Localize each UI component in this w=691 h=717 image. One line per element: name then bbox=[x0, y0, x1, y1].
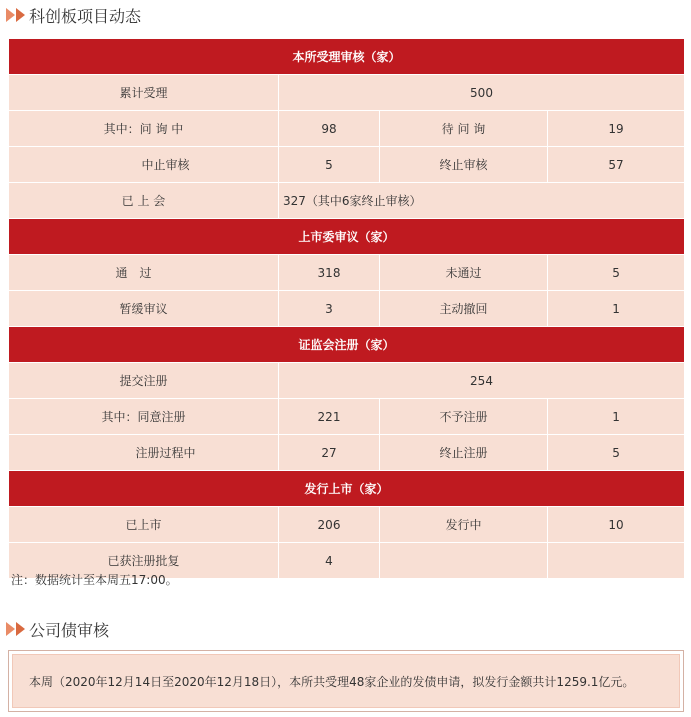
section-heading-corporate-bonds bbox=[6, 618, 109, 640]
footnote: 注：数据统计至本周五17:00。 bbox=[11, 573, 178, 587]
table-row bbox=[9, 363, 685, 399]
section-header: 发行上市（家） bbox=[9, 471, 685, 507]
row-value: 10 bbox=[548, 507, 685, 543]
row-value: 98 bbox=[279, 111, 380, 147]
row-label: 终止注册 bbox=[380, 435, 548, 471]
row-label: 其中：问 询 中 bbox=[9, 111, 279, 147]
row-label: 累计受理 bbox=[9, 75, 279, 111]
row-value: 27 bbox=[279, 435, 380, 471]
row-value: 5 bbox=[279, 147, 380, 183]
row-value: 57 bbox=[548, 147, 685, 183]
double-arrow-icon bbox=[6, 8, 26, 22]
row-label: 暂缓审议 bbox=[9, 291, 279, 327]
row-label: 已上市 bbox=[9, 507, 279, 543]
double-arrow-icon bbox=[6, 622, 26, 636]
empty-cell bbox=[380, 543, 548, 579]
row-label: 待 问 询 bbox=[380, 111, 548, 147]
bond-summary-box bbox=[8, 650, 684, 712]
row-label: 已 上 会 bbox=[9, 183, 279, 219]
table-row bbox=[9, 255, 685, 291]
table-row bbox=[9, 183, 685, 219]
table-row bbox=[9, 507, 685, 543]
section-row-registration bbox=[9, 327, 685, 363]
section-header: 证监会注册（家） bbox=[9, 327, 685, 363]
section-row-acceptance bbox=[9, 39, 685, 75]
row-value: 19 bbox=[548, 111, 685, 147]
row-label: 通 过 bbox=[9, 255, 279, 291]
row-value: 5 bbox=[548, 255, 685, 291]
row-value: 206 bbox=[279, 507, 380, 543]
row-value: 500 bbox=[279, 75, 685, 111]
table-row bbox=[9, 399, 685, 435]
star-market-table bbox=[8, 38, 685, 579]
empty-cell bbox=[548, 543, 685, 579]
row-value: 3 bbox=[279, 291, 380, 327]
row-label: 提交注册 bbox=[9, 363, 279, 399]
row-value: 4 bbox=[279, 543, 380, 579]
table-row bbox=[9, 435, 685, 471]
row-label: 未通过 bbox=[380, 255, 548, 291]
row-value: 254 bbox=[279, 363, 685, 399]
row-value: 1 bbox=[548, 399, 685, 435]
row-label: 中止审核 bbox=[9, 147, 279, 183]
row-label: 主动撤回 bbox=[380, 291, 548, 327]
row-label: 终止审核 bbox=[380, 147, 548, 183]
table-row bbox=[9, 75, 685, 111]
table-row bbox=[9, 291, 685, 327]
section-row-committee bbox=[9, 219, 685, 255]
row-label: 注册过程中 bbox=[9, 435, 279, 471]
row-value: 318 bbox=[279, 255, 380, 291]
section-title: 科创板项目动态 bbox=[29, 6, 142, 26]
section-heading-star-market bbox=[6, 4, 141, 26]
row-value: 5 bbox=[548, 435, 685, 471]
row-value: 327（其中6家终止审核） bbox=[279, 183, 685, 219]
row-value: 1 bbox=[548, 291, 685, 327]
row-value: 221 bbox=[279, 399, 380, 435]
section-header: 本所受理审核（家） bbox=[9, 39, 685, 75]
section-header: 上市委审议（家） bbox=[9, 219, 685, 255]
row-label: 不予注册 bbox=[380, 399, 548, 435]
bond-summary-text: 本周（2020年12月14日至2020年12月18日），本所共受理48家企业的发债申请，拟发行金额共计1259.1亿元。 bbox=[12, 654, 680, 708]
row-label: 已获注册批复 bbox=[9, 543, 279, 579]
table-row bbox=[9, 111, 685, 147]
section-title: 公司债审核 bbox=[29, 620, 110, 640]
section-row-listing bbox=[9, 471, 685, 507]
table-row bbox=[9, 147, 685, 183]
row-label: 其中：同意注册 bbox=[9, 399, 279, 435]
row-label: 发行中 bbox=[380, 507, 548, 543]
